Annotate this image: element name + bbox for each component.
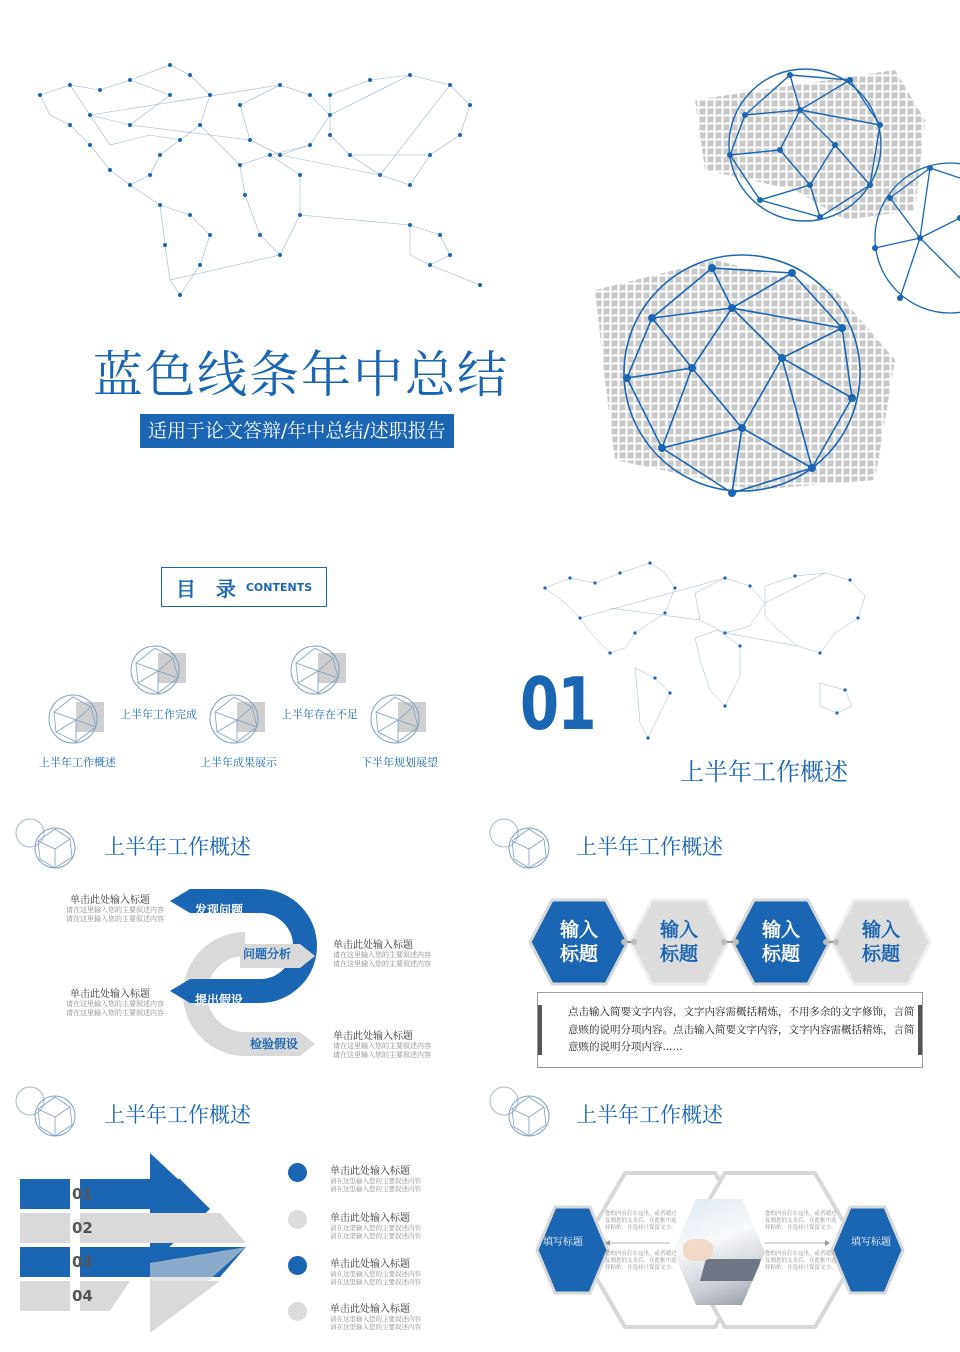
text-block-line: 请在这里输入您的主要叙述内容 bbox=[66, 1009, 164, 1017]
slide-hexagons bbox=[480, 805, 960, 1075]
process-u-arrow bbox=[160, 889, 330, 1059]
list-item-line: 请在这里输入您的主要叙述内容 bbox=[330, 1270, 421, 1278]
small-text-line: 择粘贴，并选择只保留文字。 bbox=[605, 1265, 677, 1271]
contents-heading-en: CONTENTS bbox=[245, 580, 313, 594]
list-dot-4 bbox=[288, 1302, 307, 1321]
contents-heading-cn: 目 录 bbox=[175, 576, 236, 601]
step-verify: 检验假设 bbox=[250, 1037, 299, 1051]
header-globe-icon bbox=[10, 1081, 78, 1139]
right-label: 填写标题 bbox=[851, 1237, 891, 1248]
text-block-1 bbox=[66, 891, 164, 924]
text-block-4 bbox=[333, 1027, 431, 1060]
text-block-line: 请在这里输入您的主要叙述内容 bbox=[66, 906, 164, 914]
list-item-line: 请在这里输入您的主要叙述内容 bbox=[330, 1224, 421, 1232]
slide-process bbox=[0, 805, 480, 1075]
left-text-top bbox=[605, 1211, 677, 1232]
desc-line: 意赅的说明分项内容。点击输入简要文字内容，文字内容需概括精炼，言简 bbox=[568, 1023, 915, 1036]
slide-toc bbox=[0, 540, 480, 790]
toc-globe-icon-1 bbox=[128, 643, 188, 698]
list-item-line: 请在这里输入您的主要叙述内容 bbox=[330, 1185, 421, 1193]
left-text-bottom bbox=[605, 1251, 677, 1272]
list-item-1 bbox=[330, 1162, 421, 1193]
right-arrow-line bbox=[765, 1240, 830, 1246]
step-hypothesize: 提出假设 bbox=[195, 993, 244, 1007]
step-analyze: 问题分析 bbox=[243, 947, 292, 961]
toc-item-2[interactable]: 上半年存在不足 bbox=[281, 708, 358, 721]
hex-label-line: 输入 bbox=[761, 919, 800, 941]
small-text-line: 您的内容打在这里，或者通过 bbox=[605, 1211, 677, 1217]
toc-item-4[interactable]: 上半年成果展示 bbox=[200, 756, 277, 769]
text-block-line: 请在这里输入您的主要叙述内容 bbox=[333, 1042, 431, 1050]
list-item-2 bbox=[330, 1209, 421, 1240]
left-arrow-line bbox=[605, 1240, 670, 1246]
desc-right-bar bbox=[918, 1005, 922, 1055]
laptop-shape bbox=[700, 1259, 761, 1281]
slide5-title: 上半年工作概述 bbox=[576, 835, 723, 859]
hex-label-1 bbox=[552, 918, 606, 966]
text-block-line: 请在这里输入您的主要叙述内容 bbox=[333, 951, 431, 959]
list-dot-2 bbox=[288, 1210, 307, 1229]
slide-section bbox=[480, 540, 960, 790]
hex-label-line: 输入 bbox=[861, 919, 900, 941]
hex-label-line: 输入 bbox=[659, 919, 698, 941]
globe-small bbox=[870, 158, 960, 318]
cover-title: 蓝色线条年中总结 bbox=[93, 346, 509, 404]
list-item-line: 请在这里输入您的主要叙述内容 bbox=[330, 1323, 421, 1331]
small-text-line: 择粘贴，并选择只保留文字。 bbox=[765, 1265, 837, 1271]
text-block-2 bbox=[333, 936, 431, 969]
text-block-line: 请在这里输入您的主要叙述内容 bbox=[333, 1051, 431, 1059]
small-text-line: 您的内容打在这里，或者通过 bbox=[765, 1251, 837, 1257]
list-item-line: 请在这里输入您的主要叙述内容 bbox=[330, 1232, 421, 1240]
list-item-line: 请在这里输入您的主要叙述内容 bbox=[330, 1278, 421, 1286]
toc-globe-icon-3 bbox=[46, 692, 106, 747]
small-text-line: 复制您的文本后，在此框中选 bbox=[605, 1218, 677, 1224]
slide6-title: 上半年工作概述 bbox=[104, 1103, 251, 1127]
toc-globe-icon-5 bbox=[368, 692, 428, 747]
slide7-title: 上半年工作概述 bbox=[576, 1103, 723, 1127]
slide4-title: 上半年工作概述 bbox=[104, 835, 251, 859]
text-block-title: 单击此处输入标题 bbox=[333, 940, 413, 951]
desc-text bbox=[568, 1004, 915, 1057]
small-text-line: 择粘贴，并选择只保留文字。 bbox=[605, 1225, 677, 1231]
small-text-line: 复制您的文本后，在此框中选 bbox=[765, 1218, 837, 1224]
world-map-network bbox=[30, 55, 490, 315]
list-item-title: 单击此处输入标题 bbox=[330, 1304, 410, 1315]
header-globe-icon bbox=[484, 1081, 552, 1139]
slide-arrows bbox=[0, 1075, 480, 1352]
text-block-title: 单击此处输入标题 bbox=[333, 1031, 413, 1042]
header-globe-icon bbox=[484, 813, 552, 871]
hex-label-line: 标题 bbox=[659, 943, 698, 965]
toc-item-1[interactable]: 上半年工作完成 bbox=[120, 708, 197, 721]
arrow-number-2: 02 bbox=[72, 1219, 93, 1237]
text-block-line: 请在这里输入您的主要叙述内容 bbox=[66, 915, 164, 923]
slide-photo-hex bbox=[480, 1075, 960, 1352]
list-item-title: 单击此处输入标题 bbox=[330, 1166, 410, 1177]
toc-globe-icon-2 bbox=[288, 643, 348, 698]
contents-heading bbox=[161, 567, 327, 607]
arrow-number-1: 01 bbox=[72, 1185, 93, 1203]
list-dot-3 bbox=[288, 1256, 307, 1275]
text-block-title: 单击此处输入标题 bbox=[70, 895, 150, 906]
toc-globe-icon-4 bbox=[207, 692, 267, 747]
hex-label-2 bbox=[652, 918, 706, 966]
hex-label-line: 标题 bbox=[761, 943, 800, 965]
small-text-line: 择粘贴，并选择只保留文字。 bbox=[765, 1225, 837, 1231]
cover-subtitle: 适用于论文答辩/年中总结/述职报告 bbox=[140, 414, 454, 448]
hex-label-3 bbox=[754, 918, 808, 966]
section-number: 01 bbox=[520, 662, 596, 746]
desc-left-bar bbox=[538, 1005, 542, 1055]
globe-large bbox=[612, 248, 872, 498]
list-item-3 bbox=[330, 1255, 421, 1286]
toc-item-5[interactable]: 下半年规划展望 bbox=[361, 756, 438, 769]
list-item-4 bbox=[330, 1300, 421, 1331]
globe-medium bbox=[720, 65, 890, 225]
small-text-line: 您的内容打在这里，或者通过 bbox=[765, 1211, 837, 1217]
list-dot-1 bbox=[288, 1163, 307, 1182]
hex-label-line: 输入 bbox=[559, 919, 598, 941]
hex-label-line: 标题 bbox=[861, 943, 900, 965]
hex-label-line: 标题 bbox=[559, 943, 598, 965]
list-item-line: 请在这里输入您的主要叙述内容 bbox=[330, 1315, 421, 1323]
desc-line: 意赅的说明分项内容...... bbox=[568, 1041, 683, 1053]
list-item-line: 请在这里输入您的主要叙述内容 bbox=[330, 1177, 421, 1185]
small-text-line: 复制您的文本后，在此框中选 bbox=[605, 1258, 677, 1264]
small-text-line: 您的内容打在这里，或者通过 bbox=[605, 1251, 677, 1257]
hand-shape bbox=[683, 1239, 713, 1261]
right-text-bottom bbox=[765, 1251, 837, 1272]
slide-cover bbox=[0, 0, 960, 520]
small-text-line: 复制您的文本后，在此框中选 bbox=[765, 1258, 837, 1264]
right-text-top bbox=[765, 1211, 837, 1232]
arrow-number-3: 03 bbox=[72, 1253, 93, 1271]
stacked-arrows bbox=[20, 1153, 250, 1333]
step-discover: 发现问题 bbox=[195, 903, 244, 917]
list-item-title: 单击此处输入标题 bbox=[330, 1213, 410, 1224]
toc-item-3[interactable]: 上半年工作概述 bbox=[39, 756, 116, 769]
arrow-number-4: 04 bbox=[72, 1287, 93, 1305]
header-globe-icon bbox=[10, 813, 78, 871]
text-block-line: 请在这里输入您的主要叙述内容 bbox=[333, 960, 431, 968]
text-block-3 bbox=[66, 985, 164, 1018]
text-block-title: 单击此处输入标题 bbox=[70, 989, 150, 1000]
left-label: 填写标题 bbox=[543, 1237, 583, 1248]
description-box bbox=[537, 992, 923, 1068]
desc-line: 点击输入简要文字内容，文字内容需概括精炼，不用多余的文字修饰，言简 bbox=[568, 1006, 915, 1018]
text-block-line: 请在这里输入您的主要叙述内容 bbox=[66, 1000, 164, 1008]
list-item-title: 单击此处输入标题 bbox=[330, 1259, 410, 1270]
section-title: 上半年工作概述 bbox=[680, 758, 848, 786]
hex-label-4 bbox=[854, 918, 908, 966]
